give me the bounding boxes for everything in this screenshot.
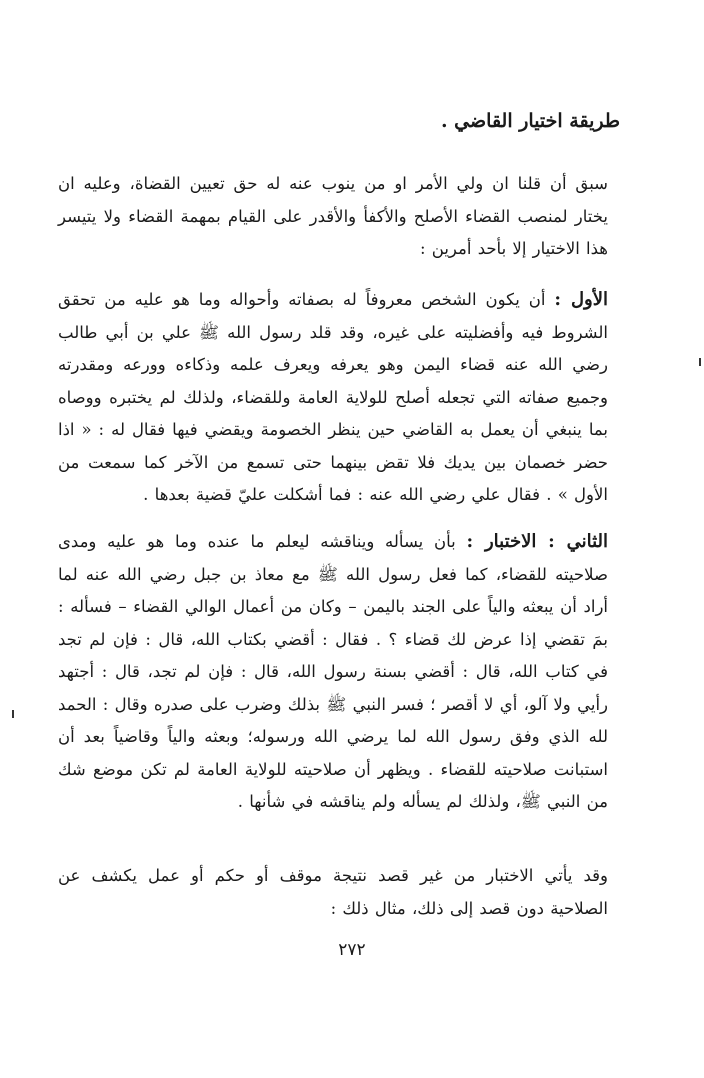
section-heading: طريقة اختيار القاضي . [440, 110, 620, 132]
margin-mark-left [12, 710, 14, 718]
first-method-label: الأول : [554, 289, 609, 310]
paragraph-intro [58, 168, 608, 266]
paragraph-first-method [58, 284, 608, 512]
second-method-label: الثاني : الاختبار : [466, 531, 609, 552]
margin-mark-right [699, 358, 701, 366]
paragraph-intro-text: سبق أن قلنا ان ولي الأمر او من ينوب عنه له حق تعيين القضاة، وعليه ان يختار لمنصب القضاء الأصلح والأكفأ والأقدر على القيام بمهمة القضاء ولا يتيسر هذا الاختيار إلا بأحد أمرين : [58, 174, 608, 258]
paragraph-second-method [58, 526, 608, 819]
page-number: ٢٧٢ [338, 940, 366, 960]
paragraph-third [58, 860, 608, 925]
paragraph-third-text: وقد يأتي الاختبار من غير قصد نتيجة موقف أو حكم أو عمل يكشف عن الصلاحية دون قصد إلى ذلك، مثال ذلك : [58, 866, 608, 918]
second-method-text: بأن يسأله ويناقشه ليعلم ما عنده وما هو عليه ومدى صلاحيته للقضاء، كما فعل رسول الله ﷺ مع معاذ بن جبل رضي الله عنه لما أراد أن يبعثه والياً على الجند باليمن – وكان من أعمال الوالي القضاء – فسأله : بمَ تقضي إذا عرض لك قضاء ؟ . فقال : أقضي بكتاب الله، قال : فإن لم تجد في كتاب الله، قال : أقضي بسنة رسول الله، قال : فإن لم تجد، قال : أجتهد رأيي ولا آلو، أي لا أقصر ؛ فسر النبي ﷺ بذلك وضرب على صدره وقال : الحمد لله الذي وفق رسول الله لما يرضي الله ورسوله؛ وبعثه والياً وقاضياً بعد أن استبانت صلاحيته للقضاء . ويظهر أن صلاحيته للولاية العامة لم تكن موضع شك من النبي ﷺ، ولذلك لم يسأله ولم يناقشه في شأنها . [58, 532, 608, 811]
first-method-text: أن يكون الشخص معروفاً له بصفاته وأحواله وما هو عليه من تحقق الشروط فيه وأفضليته على غيره، وقد قلد رسول الله ﷺ علي بن أبي طالب رضي الله عنه قضاء اليمن وهو يعرفه ويعرف علمه وذكاءه وورعه ومقدرته وجميع صفاته التي تجعله أصلح للولاية العامة وللقضاء، ولذلك لم يختبره ووصاه بما ينبغي أن يعمل به القاضي حين ينظر الخصومة ويقضي فيها فقال له : « اذا حضر خصمان بين يديك فلا تقض بينهما حتى تسمع من الآخر كما سمعت من الأول » . فقال علي رضي الله عنه : فما أشكلت عليّ قضية بعدها . [58, 290, 608, 504]
